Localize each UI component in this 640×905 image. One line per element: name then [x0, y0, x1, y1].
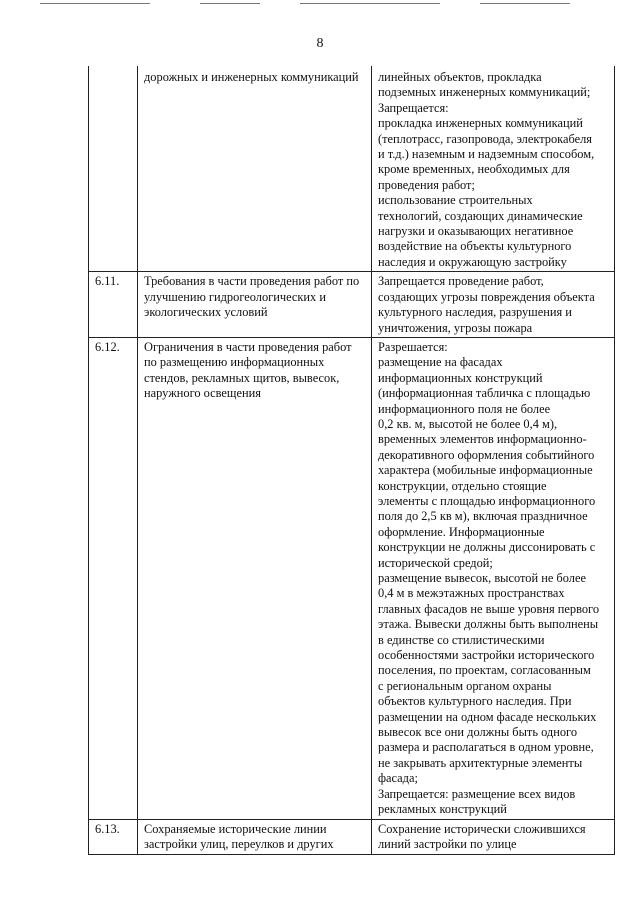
- scan-edge-mark: [200, 3, 260, 4]
- row-number: 6.11.: [95, 274, 120, 289]
- requirement-text-line: кроме временных, необходимых для: [378, 162, 570, 177]
- scan-edge-mark: [40, 3, 150, 4]
- requirement-text-line: размещении на одном фасаде нескольких: [378, 709, 597, 724]
- requirement-text-line: не закрывать архитектурные элементы: [378, 755, 583, 770]
- row-number-cell: [89, 819, 138, 855]
- requirement-name-line: наружного освещения: [144, 386, 261, 401]
- requirement-name-cell: [138, 272, 372, 338]
- requirement-text-line: с региональным органом охраны: [378, 678, 552, 693]
- requirement-text-line: подземных инженерных коммуникаций;: [378, 85, 591, 100]
- requirement-name-line: застройки улиц, переулков и других: [144, 836, 334, 851]
- requirement-text-line: размера и располагаться в одном уровне,: [378, 740, 594, 755]
- table-row: [89, 819, 615, 855]
- requirement-text-line: линейных объектов, прокладка: [378, 70, 542, 84]
- requirement-name-cell: [138, 66, 372, 272]
- requirement-name-line: Сохраняемые исторические линии: [144, 821, 327, 836]
- requirement-text-line: Запрещается: размещение всех видов: [378, 786, 576, 801]
- requirement-text-line: характера (мобильные информационные: [378, 463, 593, 478]
- requirement-text-line: (теплотрасс, газопровода, электрокабеля: [378, 131, 593, 146]
- requirement-text-line: временных элементов информационно-: [378, 432, 587, 447]
- requirement-text-line: исторической средой;: [378, 555, 493, 570]
- requirement-text-line: 0,2 кв. м, высотой не более 0,4 м),: [378, 416, 558, 431]
- table-row: [89, 66, 615, 272]
- requirement-name-line: экологических условий: [144, 305, 268, 320]
- requirement-name-line: Требования в части проведения работ по: [144, 274, 360, 289]
- requirement-text-line: Запрещается проведение работ,: [378, 274, 544, 289]
- requirement-text-cell: [372, 819, 615, 855]
- scan-edge-mark: [480, 3, 570, 4]
- requirement-text-line: наследия и окружающую застройку: [378, 254, 567, 269]
- requirement-text-line: размещение вывесок, высотой не более: [378, 571, 586, 585]
- requirement-text-line: декоративного оформления событийного: [378, 447, 595, 462]
- requirement-text-line: культурного наследия, разрушения и: [378, 305, 572, 320]
- requirement-text-line: этажа. Вывески должны быть выполнены: [378, 617, 599, 632]
- requirement-text-line: размещение на фасадах: [378, 355, 503, 370]
- requirement-text-line: Запрещается:: [378, 100, 449, 115]
- row-number: 6.12.: [95, 339, 120, 354]
- table-row: [89, 337, 615, 819]
- requirement-text-line: нагрузки и оказывающих негативное: [378, 224, 574, 239]
- requirement-text-line: проведения работ;: [378, 177, 475, 192]
- requirement-name-line: по размещению информационных: [144, 355, 325, 370]
- requirement-text-line: оформление. Информационные: [378, 524, 545, 539]
- requirement-text-cell: [372, 66, 615, 272]
- regulations-table: [88, 66, 615, 855]
- row-number-cell: [89, 337, 138, 819]
- requirement-text-line: информационного поля не более: [378, 401, 551, 416]
- scan-edge-mark: [300, 3, 440, 4]
- requirement-text-line: информационных конструкций: [378, 370, 543, 385]
- requirement-text-cell: [372, 337, 615, 819]
- requirement-name-line: стендов, рекламных щитов, вывесок,: [144, 370, 340, 385]
- requirement-text-cell: [372, 272, 615, 338]
- requirement-text-line: Разрешается:: [378, 339, 448, 354]
- row-number: 6.13.: [95, 821, 120, 836]
- requirement-text-line: уничтожения, угрозы пожара: [378, 320, 533, 335]
- requirement-name-cell: [138, 819, 372, 855]
- requirement-text-line: элементы с площадью информационного: [378, 493, 596, 508]
- requirement-text-line: фасада;: [378, 771, 418, 786]
- requirement-text-line: вывесок все они должны быть одного: [378, 725, 578, 740]
- requirement-name-line: улучшению гидрогеологических и: [144, 289, 326, 304]
- requirement-text-line: (информационная табличка с площадью: [378, 386, 591, 401]
- requirement-name-line: Ограничения в части проведения работ: [144, 339, 352, 354]
- table-body: [89, 66, 615, 855]
- table-row: [89, 272, 615, 338]
- requirement-text-line: главных фасадов не выше уровня первого: [378, 601, 600, 616]
- requirement-text-line: прокладка инженерных коммуникаций: [378, 116, 583, 131]
- requirement-text-line: объектов культурного наследия. При: [378, 694, 572, 709]
- row-number-cell: [89, 66, 138, 272]
- requirement-text-line: особенностями застройки исторического: [378, 648, 595, 663]
- requirement-name-line: дорожных и инженерных коммуникаций: [144, 70, 359, 84]
- requirement-text-line: в единстве со стилистическими: [378, 632, 545, 647]
- requirement-text-line: воздействие на объекты культурного: [378, 239, 572, 254]
- requirement-text-line: использование строительных: [378, 193, 533, 208]
- requirement-text-line: Сохранение исторически сложившихся: [378, 821, 586, 836]
- page-number: 8: [316, 36, 324, 51]
- row-number-cell: [89, 272, 138, 338]
- requirement-text-line: рекламных конструкций: [378, 802, 507, 817]
- requirement-text-line: и т.д.) наземным и надземным способом,: [378, 147, 595, 162]
- requirement-text-line: технологий, создающих динамические: [378, 208, 583, 223]
- requirement-text-line: конструкции не должны диссонировать с: [378, 540, 596, 555]
- requirement-text-line: конструкции, отдельно стоящие: [378, 478, 547, 493]
- requirement-text-line: создающих угрозы повреждения объекта: [378, 289, 595, 304]
- requirement-text-line: поселения, по проектам, согласованным: [378, 663, 591, 678]
- requirement-text-line: поля до 2,5 кв м), включая праздничное: [378, 509, 588, 524]
- requirement-name-cell: [138, 337, 372, 819]
- requirement-text-line: 0,4 м в межэтажных пространствах: [378, 586, 565, 601]
- requirement-text-line: линий застройки по улице: [378, 836, 517, 851]
